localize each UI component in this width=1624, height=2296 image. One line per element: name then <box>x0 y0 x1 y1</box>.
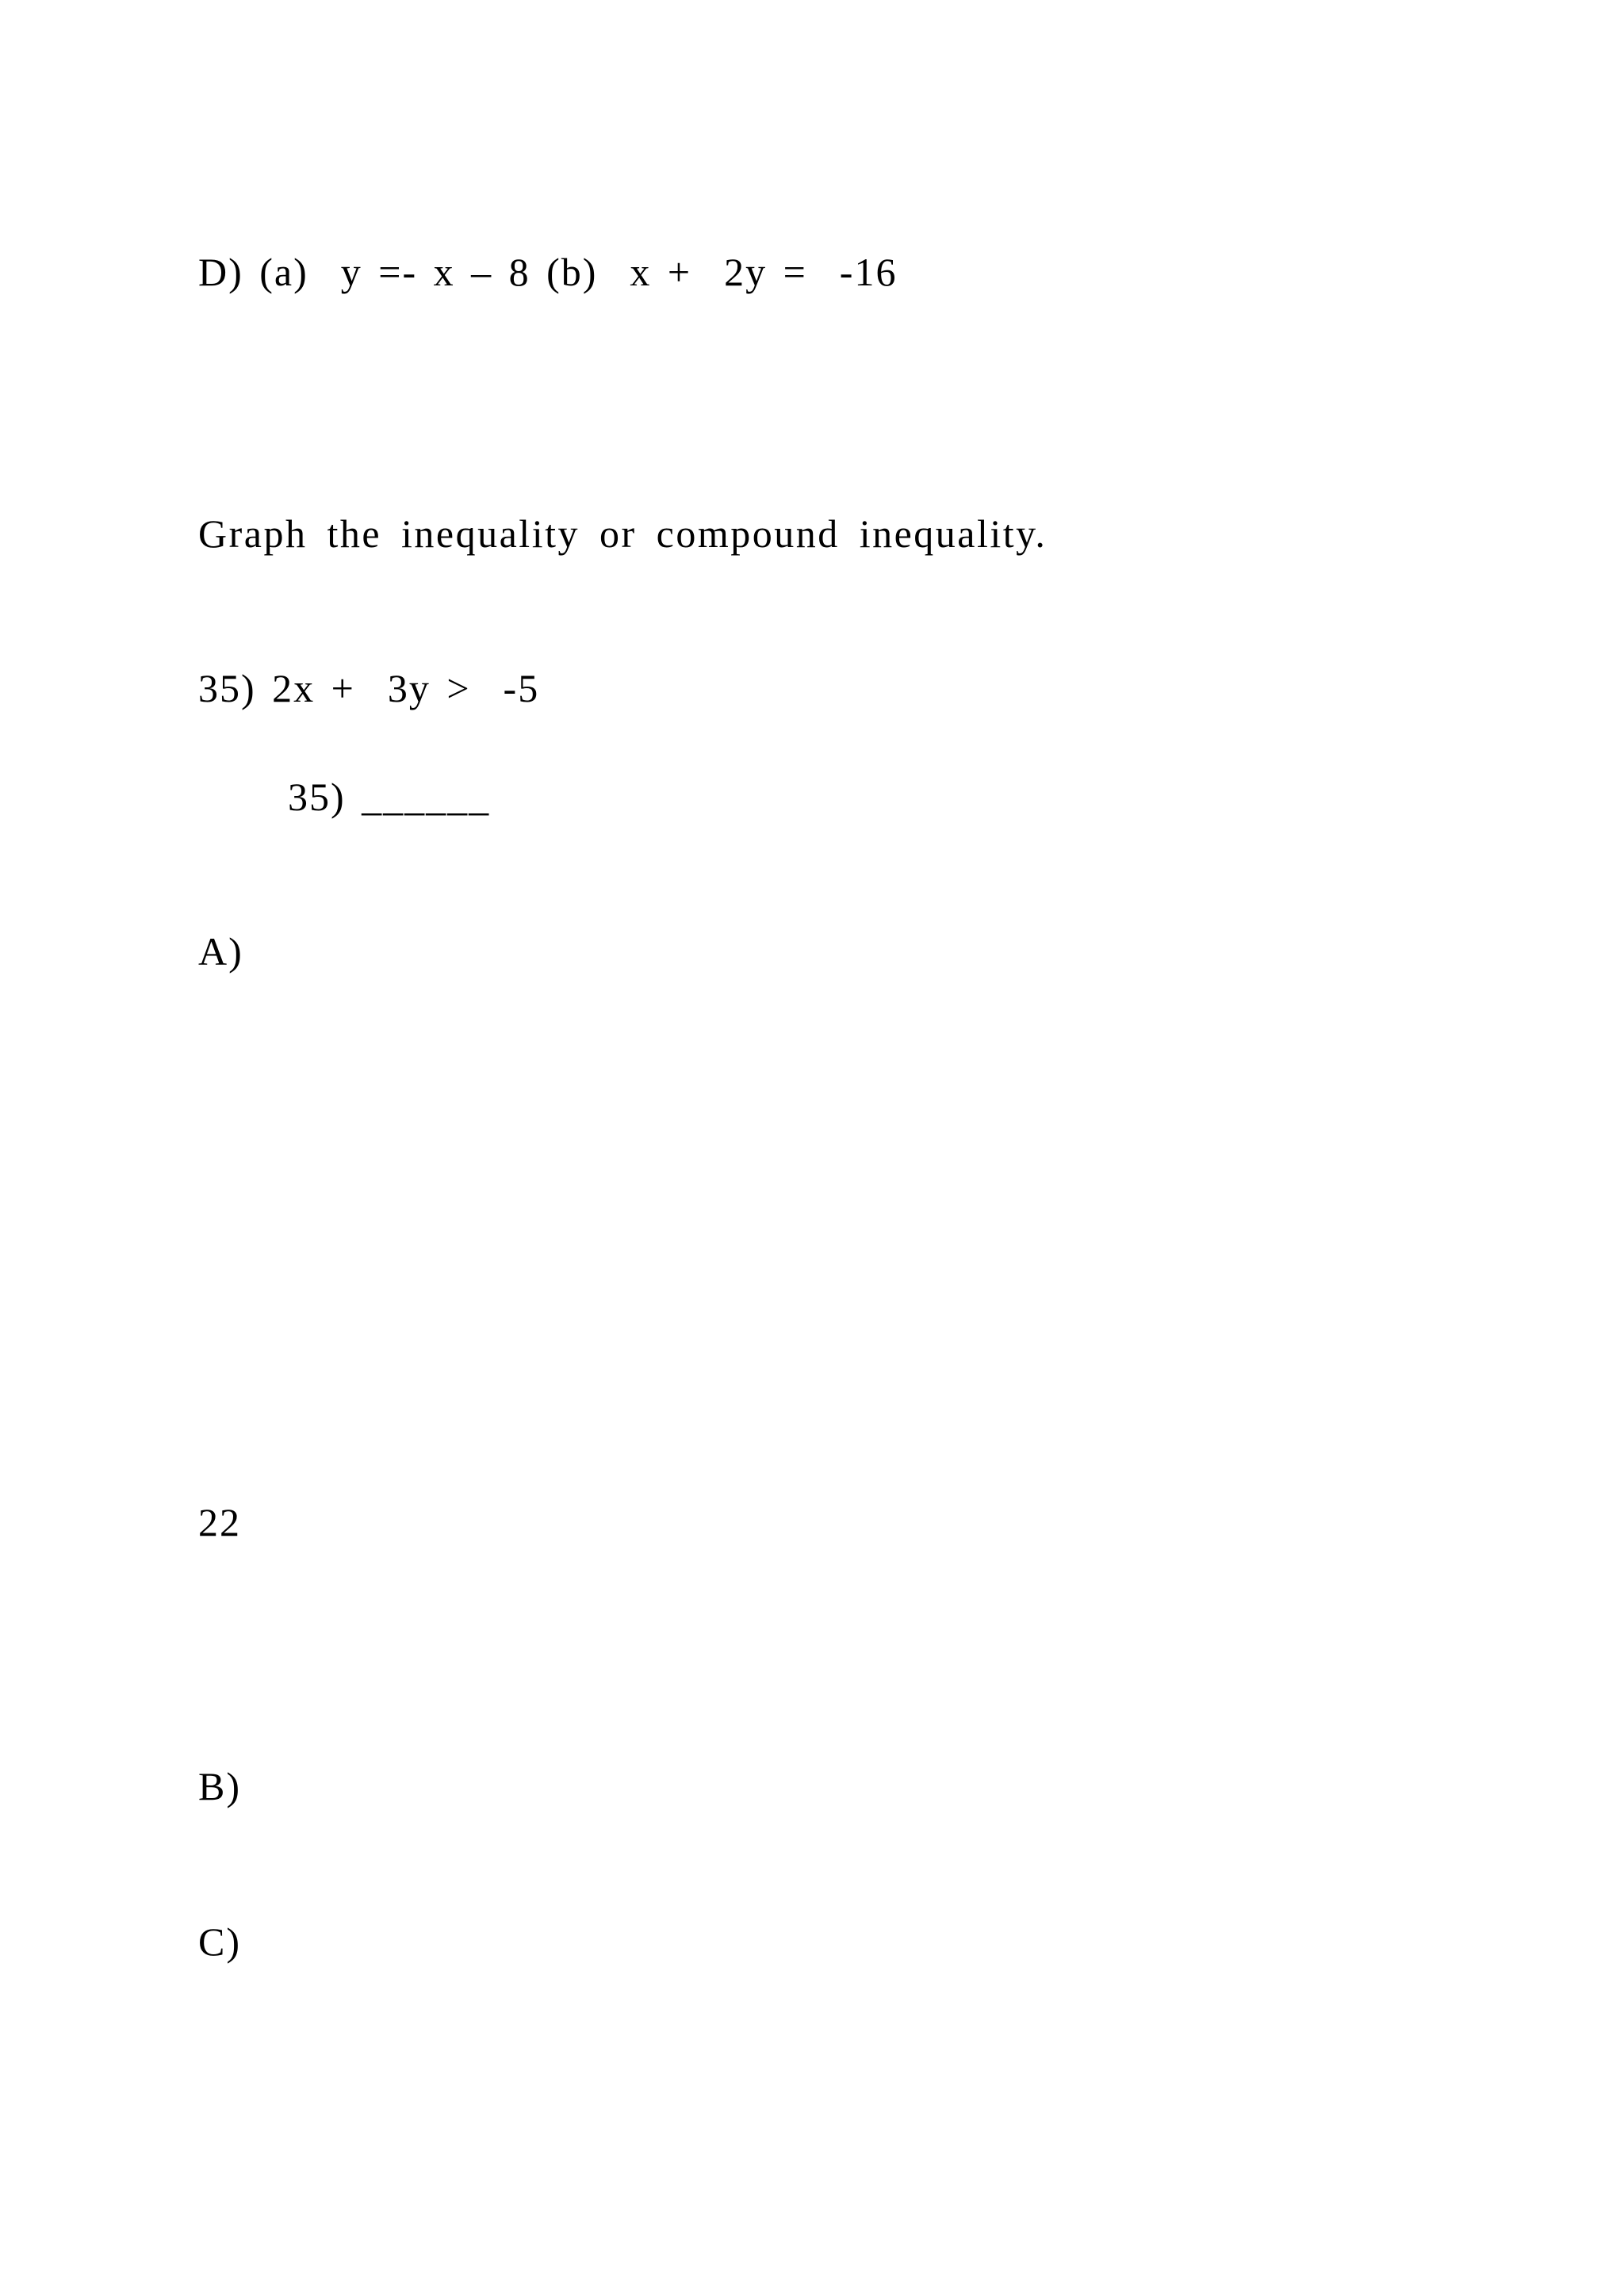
choice-b-label: B) <box>198 1764 241 1808</box>
choice-a-label: A) <box>198 929 243 974</box>
choice-c-label: C) <box>198 1919 241 1964</box>
question-35-text: 35) 2x + 3y > -5 <box>198 666 540 710</box>
previous-answer-choice-d: D) (a) y =- x – 8 (b) x + 2y = -16 <box>198 250 898 294</box>
page-number: 22 <box>198 1500 241 1544</box>
section-instruction: Graph the inequality or compound inequality. <box>198 511 1048 556</box>
question-35-answer-blank: 35) ______ <box>288 775 491 819</box>
